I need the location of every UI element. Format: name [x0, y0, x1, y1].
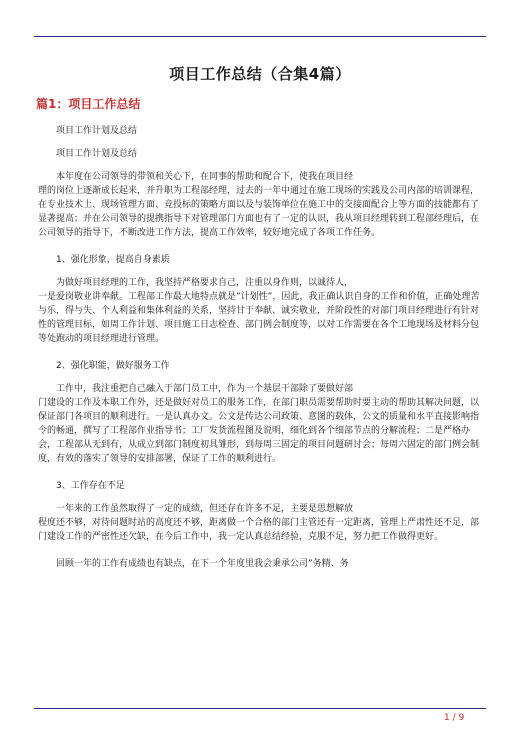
- subtitle-plan-repeat: 项目工作计划及总结: [56, 149, 138, 159]
- paragraph-first-line: 工作中，我注重把自己融入于部门员工中，作为一个基层干部除了要做好部: [56, 384, 354, 394]
- paragraph-continuation: 一是爱岗敬业讲奉献。工程部工作最大地特点就是”计划性”，因此，我正确认识自身的工作和价值，正确处理苦与乐，得与失、个人利益和集体利益的关系，坚持甘于奉献、诚实敬业，并阶段性的对部门项目经理进行有针对性的管理目标，如周工作计划、项目施工日志检查、部门例会制度等，以对工作需要在各个工地现场及材料分包等处跑动的项目经理进行管理。: [38, 292, 480, 344]
- document-title: 项目工作总结（合集4篇）: [169, 65, 351, 83]
- paragraph-continuation: 程度还不够，对待问题时站的高度还不够，距离做一个合格的部门主管还有一定距离，管理上严肃性还不足，部门建设工作的严密性还欠缺，在今后工作中，我一定认真总结经验，克服不足，努力把工作做得更好。: [38, 518, 480, 542]
- paragraph-first-line: 为做好项目经理的工作，我坚持严格要求自己，注重以身作则，以诚待人，: [56, 278, 354, 288]
- paragraph-intro: [38, 170, 485, 240]
- paragraph-review: 回顾一年的工作有成绩也有缺点，在下一个年度里我会秉承公司”务精、务: [56, 559, 349, 569]
- paragraph-service: [38, 382, 485, 466]
- section-heading: 篇1：项目工作总结: [36, 97, 141, 111]
- page-indicator: 1 / 9: [444, 713, 465, 723]
- header-rule: [34, 36, 486, 37]
- paragraph-first-line: 一年来的工作虽然取得了一定的成绩，但还存在许多不足，主要是思想解放: [56, 504, 354, 514]
- paragraph-continuation: 理的岗位上逐渐成长起来，并升职为工程部经理，过去的一年中通过在施工现场的实践及公司内部的培训课程，在专业技术上、现场管理方面、竞投标的策略方面以及与装饰单位在施工中的交接面配合上等方面的技能都有了显著提高；并在公司领导的提携指导下对管理部门方面也有了一定的认识，我从项目经理转到工程部经理后，在公司领导的指导下，不断改进工作方法，提高工作效率，较好地完成了各项工作任务。: [38, 186, 480, 238]
- heading-shortcomings: 3、工作存在不足: [56, 481, 125, 491]
- paragraph-continuation: 门建设的工作及本职工作外，还是做好对员工的服务工作，在部门职员需要帮助时要主动的帮助其解决问题，以保证部门各项目的顺利进行。一是认真办文。公文是传达公司政策、意图的载体，公文的质量和水平直接影响指令的畅通，撰写了工程部作业指导书；工厂发货流程图及说明，细化到各个细部节点的分解流程；二是严格办会，工程部从无到有，从成立到部门制度初具雏形，到每周三固定的项目问题研讨会；每周六固定的部门例会制度，有效的落实了领导的安排部署，保证了工作的顺利进行。: [38, 398, 480, 464]
- paragraph-first-line: 本年度在公司领导的带领和关心下，在同事的帮助和配合下，使我在项目经: [56, 172, 354, 182]
- document-body: [38, 124, 485, 571]
- paragraph-image: [38, 276, 485, 346]
- subtitle-plan: 项目工作计划及总结: [56, 126, 138, 136]
- heading-strengthen-image: 1、强化形象，提高自身素质: [56, 255, 170, 265]
- heading-strengthen-function: 2、强化职能，做好服务工作: [56, 361, 170, 371]
- paragraph-shortcomings: [38, 502, 485, 544]
- footer-rule: [34, 708, 486, 709]
